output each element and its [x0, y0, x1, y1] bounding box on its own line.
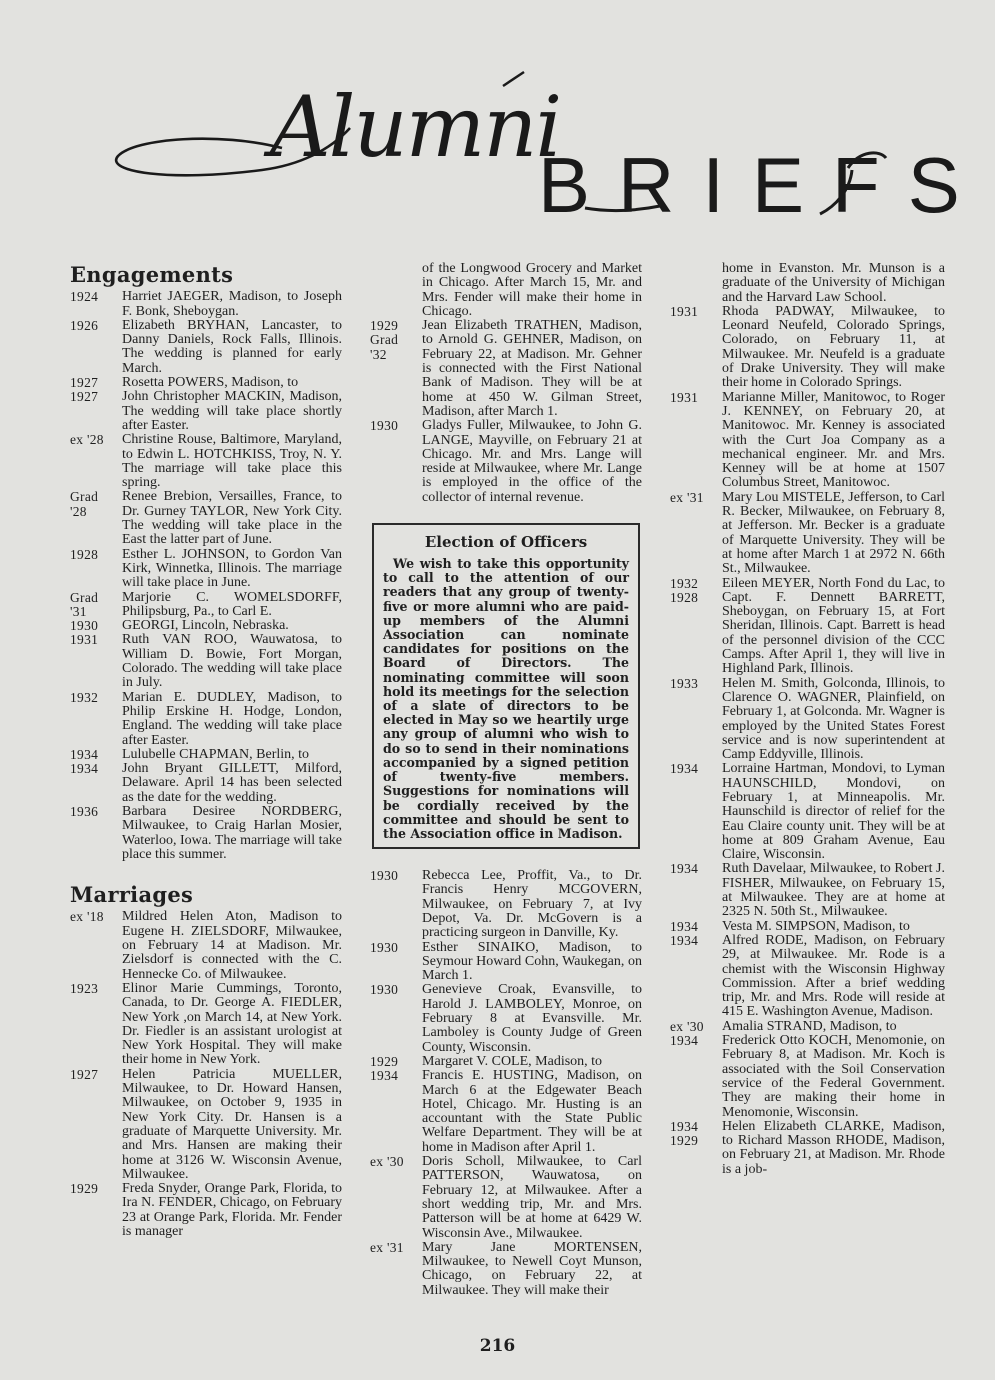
list-item	[70, 633, 342, 690]
entry-text: Margaret V. COLE, Madison, to	[422, 1053, 603, 1069]
entry-text: Francis E. HUSTING, Madison, on March 6 at the Edgewater Beach Hotel, Chicago. Mr. Husting is an accountant with the State Public Welfare Department. They will be at home in Madison after April 1.	[422, 1068, 642, 1155]
entry-text: Amalia STRAND, Madison, to	[722, 1018, 897, 1034]
entry-text: Alfred RODE, Madison, on February 29, at Milwaukee. Mr. Rode is a chemist with the Wisconsin Highway Commission. After a brief wedding trip, Mr. and Mrs. Rode will reside at 415 E. Washington Avenue, Madison.	[722, 932, 945, 1020]
list-item	[70, 1182, 342, 1239]
entry-text: Lorraine Hartman, Mondovi, to Lyman HAUNSCHILD, Mondovi, on February 1, at Minneapolis. Mr. Haunschild is director of relief for the Eau Claire county unit. They will be at home at 809 Graham Avenue, Eau Claire, Wisconsin.	[722, 761, 945, 863]
entry-year: 1929	[70, 1181, 99, 1197]
entry-text: Vesta M. SIMPSON, Madison, to	[722, 918, 910, 934]
entry-text: Renee Brebion, Versailles, France, to Dr. Gurney TAYLOR, New York City. The wedding will take place in the East the latter part of June.	[122, 489, 342, 548]
list-item	[70, 619, 342, 633]
entry-text: Freda Snyder, Orange Park, Florida, to Ira N. FENDER, Chicago, on February 23 at Orange Park, Florida. Mr. Fender is manager	[122, 1181, 342, 1239]
entry-text: Esther L. JOHNSON, to Gordon Van Kirk, Winnetka, Illinois. The marriage will take place in June.	[122, 546, 342, 591]
list-item	[670, 391, 945, 491]
entry-text: Lulubelle CHAPMAN, Berlin, to	[122, 746, 310, 762]
entry-year: 1929 Grad '32	[370, 318, 399, 362]
list-item	[370, 1055, 642, 1069]
entry-year: ex '28	[70, 432, 104, 448]
entry-year: ex '18	[70, 909, 104, 925]
entry-text: Rhoda PADWAY, Milwaukee, to Leonard Neufeld, Colorado Springs, Colorado, on February 11, at Milwaukee. Mr. Neufeld is a graduate of Drake University. They will make their home in Colorado Springs.	[722, 303, 945, 391]
entry-text: Rebecca Lee, Proffit, Va., to Dr. Francis Henry MCGOVERN, Milwaukee, on February 7, at Ivy Depot, Va. Dr. McGovern is a practicing surgeon in Danville, Ky.	[422, 868, 642, 941]
entry-text: John Christopher MACKIN, Madison, The wedding will take place shortly after Easter.	[122, 389, 342, 433]
section-heading-engagements: Engagements	[70, 262, 234, 287]
list-item	[70, 433, 342, 490]
entry-text: John Bryant GILLETT, Milford, Delaware. April 14 has been selected as the date for the wedding.	[122, 761, 342, 805]
entry-year: 1934	[670, 761, 699, 777]
entry-text: Jean Elizabeth TRATHEN, Madison, to Arnold G. GEHNER, Madison, on February 22, at Madison. Mr. Gehner is connected with the First National Bank of Madison. They will be at home at 450 W. Gilman Street, Madison, after March 1.	[422, 318, 642, 419]
header-word-alumni: Alumni	[270, 78, 561, 176]
entry-year: 1930	[370, 868, 399, 884]
list-item	[70, 390, 342, 433]
entry-year: 1930	[70, 618, 99, 634]
entry-year: 1933	[670, 675, 699, 691]
entry-year: 1931	[70, 632, 99, 648]
list-item	[370, 941, 642, 984]
header-word-briefs: BRIEFS	[538, 141, 988, 229]
entry-text: Doris Scholl, Milwaukee, to Carl PATTERSON, Wauwatosa, on February 12, at Milwaukee. After a short wedding trip, Mr. and Mrs. Patterson will be at home at 6429 W. Wisconsin Ave., Milwaukee.	[422, 1154, 642, 1241]
entry-text: Elizabeth BRYHAN, Lancaster, to Danny Daniels, Rock Falls, Illinois. The wedding is planned for early March.	[122, 317, 342, 376]
list-item	[370, 319, 642, 419]
list-item	[670, 1034, 945, 1120]
entry-text: Marian E. DUDLEY, Madison, to Philip Erskine H. Hodge, London, England. The wedding will take place after Easter.	[122, 689, 342, 748]
list-item	[670, 305, 945, 391]
list-item	[70, 290, 342, 319]
entry-year: 1926	[70, 317, 99, 333]
list-item	[70, 748, 342, 762]
entry-text: Genevieve Croak, Evansville, to Harold J. LAMBOLEY, Monroe, on February 8 at Evansville. Mr. Lamboley is County Judge of Green County, Wisconsin.	[422, 982, 642, 1055]
entry-text: Helen Elizabeth CLARKE, Madison, to Richard Masson RHODE, Madison, on February 21, at Madison. Mr. Rhode is a job-	[722, 1118, 945, 1177]
list-item	[670, 491, 945, 577]
entry-year: ex '30	[670, 1018, 704, 1034]
entry-year: 1934	[70, 746, 99, 762]
election-notice-box	[372, 523, 640, 849]
entry-year: 1930	[370, 939, 399, 955]
list-item	[670, 262, 945, 305]
entry-year	[670, 262, 722, 305]
list-item	[70, 490, 342, 547]
list-item	[670, 762, 945, 862]
page-header	[0, 0, 995, 260]
entry-year: 1934 1929	[670, 1118, 699, 1149]
list-item	[70, 805, 342, 862]
list-item	[670, 677, 945, 763]
entry-year: 1924	[70, 289, 99, 305]
list-item	[670, 862, 945, 919]
entry-year: 1934	[370, 1068, 399, 1084]
entry-text: Mary Jane MORTENSEN, Milwaukee, to Newell Coyt Munson, Chicago, on February 22, at Milwaukee. They will make their	[422, 1239, 642, 1298]
entry-text: Elinor Marie Cummings, Toronto, Canada, to Dr. George A. FIEDLER, New York ,on March 14, at New York. Dr. Fiedler is an assistant urologist at New York Hospital. They will make their home in New York.	[122, 980, 342, 1068]
entry-year: Grad '31	[70, 589, 99, 619]
list-item	[70, 691, 342, 748]
entry-text: Gladys Fuller, Milwaukee, to John G. LANGE, Mayville, on February 21 at Chicago. Mr. and Mrs. Lange will reside at Milwaukee, where Mr. Lange is employed in the office of the collector of internal revenue.	[422, 418, 642, 505]
entry-text: Christine Rouse, Baltimore, Maryland, to Edwin L. HOTCHKISS, Troy, N. Y. The marriage will take place this spring.	[122, 432, 342, 491]
list-item	[370, 262, 642, 319]
entry-year: 1932	[70, 689, 99, 705]
list-item	[670, 1120, 945, 1177]
entry-year: 1932 1928	[670, 575, 699, 605]
entry-text: Ruth Davelaar, Milwaukee, to Robert J. FISHER, Milwaukee, on February 15, at Milwaukee. They are at home at 2325 N. 50th St., Milwaukee.	[722, 861, 945, 920]
list-item	[670, 934, 945, 1020]
list-item	[70, 548, 342, 591]
entry-text: Marianne Miller, Manitowoc, to Roger J. KENNEY, on February 20, at Manitowoc. Mr. Kenney is associated with the Curt Joa Company as a mechanical engineer. Mr. and Mrs. Kenney will be at home at 1507 Columbus Street, Manitowoc.	[722, 389, 945, 491]
entry-year: 1934	[670, 932, 699, 948]
entry-text: Ruth VAN ROO, Wauwatosa, to William D. Bowie, Fort Morgan, Colorado. The wedding will take place in July.	[122, 632, 342, 691]
entry-year: 1934	[670, 861, 699, 877]
list-item	[370, 419, 642, 505]
entry-text: Mary Lou MISTELE, Jefferson, to Carl R. Becker, Milwaukee, on February 8, at Jefferson. Mr. Becker is a graduate of Marquette University. They will be at home after March 1 at 2972 N. 66th St., Milwaukee.	[722, 489, 945, 577]
entry-year	[370, 262, 422, 319]
section-heading-marriages: Marriages	[70, 882, 194, 908]
list-item	[670, 920, 945, 934]
entry-text: of the Longwood Grocery and Market in Chicago. After March 15, Mr. and Mrs. Fender will make their home in Chicago.	[422, 261, 642, 319]
entry-year: 1931	[670, 303, 699, 319]
list-item	[370, 983, 642, 1054]
entry-text: Frederick Otto KOCH, Menomonie, on February 8, at Madison. Mr. Koch is associated with the Soil Conservation service of the Federal Government. They are making their home in Menomonie, Wisconsin.	[722, 1033, 945, 1120]
entry-text: Barbara Desiree NORDBERG, Milwaukee, to Craig Harlan Mosier, Waterloo, Iowa. The marriage will take place this summer.	[122, 803, 342, 862]
entry-year: 1927	[70, 375, 99, 391]
election-notice-title: Election of Officers	[424, 533, 588, 552]
entry-text: Mildred Helen Aton, Madison to Eugene H. ZIELSDORF, Milwaukee, on February 14 at Madison. Mr. Zielsdorf is connected with the C. Hennecke Co. of Milwaukee.	[122, 909, 342, 982]
entry-text: Eileen MEYER, North Fond du Lac, to Capt. F. Dennett BARRETT, Sheboygan, on February 15, at Fort Sheridan, Illinois. Capt. Barrett is head of the personnel division of the CCC Camps. After April 1, they will live in Highland Park, Illinois.	[722, 575, 945, 677]
entry-year: 1934	[670, 1033, 699, 1049]
entry-year: 1936	[70, 803, 99, 819]
entry-year: ex '31	[370, 1239, 404, 1255]
list-item	[70, 591, 342, 620]
entry-year: ex '31	[670, 489, 704, 505]
entry-year: 1930	[370, 982, 399, 998]
page-number: 216	[479, 1336, 516, 1356]
list-item	[670, 577, 945, 677]
list-item	[370, 1241, 642, 1298]
entry-text: home in Evanston. Mr. Munson is a graduate of the University of Michigan and the Harvard Law School.	[722, 261, 945, 305]
entry-year: 1934	[70, 761, 99, 777]
entry-year: 1927	[70, 1066, 99, 1082]
entry-year: ex '30	[370, 1154, 404, 1170]
entry-year: 1923	[70, 980, 99, 996]
entry-year: 1928	[70, 546, 99, 562]
list-item	[70, 319, 342, 376]
entry-text: GEORGI, Lincoln, Nebraska.	[122, 618, 289, 634]
entry-text: Helen M. Smith, Golconda, Illinois, to Clarence O. WAGNER, Plainfield, on February 1, at Golconda. Mr. Wagner is employed by the United States Forest service and is now superintendent at Camp Eddyville, Illinois.	[722, 675, 945, 763]
list-item	[370, 869, 642, 940]
entry-text: Rosetta POWERS, Madison, to	[122, 375, 299, 391]
entry-year: 1929	[370, 1053, 399, 1069]
list-item	[70, 910, 342, 981]
election-notice-body: We wish to take this opportunity to call to the attention of our readers that any group of twenty-five or more alumni who are paid-up members of the Alumni Association can nominate candidates for positions on the Board of Directors. The nominating committee will soon hold its meetings for the selection of a slate of directors to be elected in May so we heartily urge any group of alumni who wish to do so to send in their nominations accompanied by a signed petition of twenty-five members. Suggestions for nominations will be cordially received by the committee and should be sent to the Association office in Madison.	[383, 556, 629, 841]
entry-text: Helen Patricia MUELLER, Milwaukee, to Dr. Howard Hansen, Milwaukee, on October 9, 1935 in New York City. Dr. Hansen is a graduate of Marquette University. Mr. and Mrs. Hansen are making their home at 3126 W. Wisconsin Avenue, Milwaukee.	[122, 1066, 342, 1182]
list-item	[70, 376, 342, 390]
list-item	[70, 1068, 342, 1182]
list-item	[670, 1020, 945, 1034]
entry-year: 1930	[370, 418, 399, 434]
list-item	[370, 1155, 642, 1241]
entry-year: 1931	[670, 389, 699, 405]
entry-text: Harriet JAEGER, Madison, to Joseph F. Bonk, Sheboygan.	[122, 289, 342, 319]
entry-year: 1934	[670, 918, 699, 934]
entry-year: Grad '28	[70, 489, 99, 519]
column-3	[670, 262, 945, 1177]
entry-text: Esther SINAIKO, Madison, to Seymour Howard Cohn, Waukegan, on March 1.	[422, 939, 642, 984]
entry-year: 1927	[70, 389, 99, 405]
column-1	[70, 262, 342, 1239]
entry-text: Marjorie C. WOMELSDORFF, Philipsburg, Pa., to Carl E.	[122, 589, 342, 619]
list-item	[70, 982, 342, 1068]
column-2	[370, 262, 642, 1298]
list-item	[70, 762, 342, 805]
list-item	[370, 1069, 642, 1155]
